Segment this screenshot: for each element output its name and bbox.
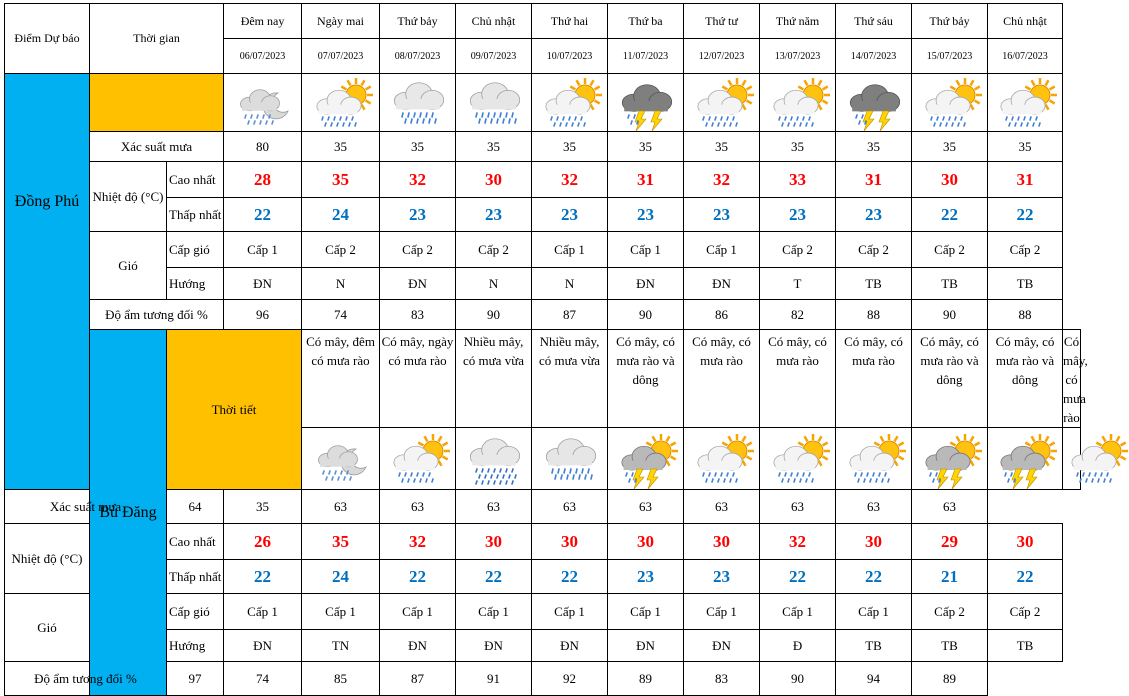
weather-description: Có mây, có mưa rào [1063,330,1081,428]
temp-min-value: 22 [224,198,302,232]
location-name: Đồng Phú [5,74,90,490]
temp-max-value: 30 [684,524,760,560]
wind-dir-value: N [456,268,532,300]
humidity-value: 96 [224,300,302,330]
temp-max-value: 32 [684,162,760,198]
day-date: 16/07/2023 [988,39,1063,74]
weather-description: Nhiều mây, có mưa vừa [532,330,608,428]
sun-cloud-rain-icon [917,77,983,129]
day-name: Thứ ba [608,4,684,39]
wind-dir-value: ĐN [224,630,302,662]
day-name: Chủ nhật [456,4,532,39]
rain-prob-value: 63 [760,490,836,524]
temp-min-value: 24 [302,198,380,232]
temp-min-value: 22 [224,560,302,594]
wind-dir-value: ĐN [456,630,532,662]
wind-level-value: Cấp 1 [684,594,760,630]
temp-min-value: 22 [532,560,608,594]
weather-icon-cell [532,428,608,490]
weather-description: Có mây, ngày có mưa rào [380,330,456,428]
temp-max-value: 35 [302,524,380,560]
weather-icon-cell [988,74,1063,132]
sun-cloud-rain-icon [385,433,451,485]
temp-max-value: 32 [760,524,836,560]
wind-level-value: Cấp 2 [380,232,456,268]
humidity-value: 83 [380,300,456,330]
day-name: Thứ tư [684,4,760,39]
wind-dir-value: TB [912,630,988,662]
day-name: Thứ năm [760,4,836,39]
humidity-value: 85 [302,662,380,696]
wind-label: Gió [90,232,167,300]
wind-level-value: Cấp 2 [988,232,1063,268]
rain-prob-value: 63 [836,490,912,524]
rain-prob-value: 35 [836,132,912,162]
rain-prob-value: 35 [684,132,760,162]
day-date: 15/07/2023 [912,39,988,74]
cloud-thunderstorm-icon [841,77,907,129]
sun-cloud-rain-icon [537,77,603,129]
wind-dir-label: Hướng [167,630,224,662]
day-date: 06/07/2023 [224,39,302,74]
temp-max-value: 30 [608,524,684,560]
wind-level-value: Cấp 2 [760,232,836,268]
wind-level-value: Cấp 2 [302,232,380,268]
temp-max-value: 30 [456,524,532,560]
weather-icon-cell [1063,428,1081,490]
temp-max-label: Cao nhất [167,524,224,560]
rain-prob-value: 63 [684,490,760,524]
wind-level-value: Cấp 2 [912,232,988,268]
weather-description: Có mây, có mưa rào [836,330,912,428]
rain-prob-value: 63 [302,490,380,524]
rain-prob-label: Xác suất mưa [5,490,167,524]
day-name: Chủ nhật [988,4,1063,39]
wind-level-value: Cấp 1 [532,232,608,268]
weather-description: Có mây, có mưa rào [684,330,760,428]
humidity-value: 88 [836,300,912,330]
temperature-label: Nhiệt độ (°C) [90,162,167,232]
moon-rain-icon [230,77,296,129]
sun-cloud-rain-icon [689,433,755,485]
day-date: 10/07/2023 [532,39,608,74]
sun-cloud-thunderstorm-icon [917,433,983,485]
day-date: 12/07/2023 [684,39,760,74]
weather-description: Có mây, có mưa rào và dông [988,330,1063,428]
humidity-value: 90 [608,300,684,330]
temp-min-value: 23 [380,198,456,232]
temp-max-value: 30 [836,524,912,560]
rain-prob-value: 35 [912,132,988,162]
humidity-value: 74 [302,300,380,330]
temp-min-value: 23 [456,198,532,232]
temp-min-value: 22 [912,198,988,232]
wind-dir-value: TN [302,630,380,662]
rain-prob-value: 64 [167,490,224,524]
day-date: 14/07/2023 [836,39,912,74]
day-date: 07/07/2023 [302,39,380,74]
wind-level-value: Cấp 2 [456,232,532,268]
weather-icon-cell [456,74,532,132]
sun-cloud-rain-icon [841,433,907,485]
rain-prob-value: 63 [380,490,456,524]
wind-dir-value: ĐN [608,630,684,662]
day-date: 08/07/2023 [380,39,456,74]
sun-cloud-thunderstorm-icon [613,433,679,485]
wind-dir-value: TB [836,268,912,300]
temp-max-value: 30 [456,162,532,198]
wind-dir-value: TB [912,268,988,300]
wind-level-label: Cấp gió [167,594,224,630]
weather-icon-cell [684,428,760,490]
temp-min-value: 22 [836,560,912,594]
wind-level-value: Cấp 1 [224,232,302,268]
location-header: Điểm Dự báo [5,4,90,74]
temp-min-value: 23 [532,198,608,232]
humidity-value: 97 [167,662,224,696]
rain-prob-value: 35 [760,132,836,162]
wind-label: Gió [5,594,90,662]
wind-dir-value: ĐN [684,630,760,662]
temp-min-value: 23 [608,198,684,232]
temp-max-value: 32 [532,162,608,198]
day-name: Thứ hai [532,4,608,39]
rain-prob-value: 63 [912,490,988,524]
temp-max-value: 31 [608,162,684,198]
humidity-label: Độ ẩm tương đối % [90,300,224,330]
weather-icon-cell [380,74,456,132]
temp-min-value: 23 [760,198,836,232]
rain-prob-label: Xác suất mưa [90,132,224,162]
weather-icon-cell [532,74,608,132]
weather-icon-cell [836,428,912,490]
temp-max-value: 33 [760,162,836,198]
wind-level-value: Cấp 1 [608,232,684,268]
temp-min-value: 23 [608,560,684,594]
weather-description: Nhiều mây, có mưa vừa [456,330,532,428]
weather-description: Có mây, có mưa rào và dông [608,330,684,428]
temp-max-label: Cao nhất [167,162,224,198]
weather-label: Thời tiết [167,330,302,490]
wind-level-value: Cấp 1 [532,594,608,630]
temp-max-value: 30 [532,524,608,560]
temp-max-value: 32 [380,524,456,560]
wind-dir-value: N [532,268,608,300]
moon-rain-icon [308,433,374,485]
wind-level-value: Cấp 1 [456,594,532,630]
wind-dir-value: T [760,268,836,300]
temp-min-value: 22 [760,560,836,594]
temp-min-value: 22 [380,560,456,594]
temp-max-value: 30 [912,162,988,198]
wind-dir-value: Đ [760,630,836,662]
weather-description: Có mây, đêm có mưa rào [302,330,380,428]
temperature-label: Nhiệt độ (°C) [5,524,90,594]
humidity-value: 90 [912,300,988,330]
wind-dir-value: TB [988,630,1063,662]
temp-min-value: 23 [684,560,760,594]
icon-label-cell [90,74,224,132]
humidity-value: 94 [836,662,912,696]
rain-prob-value: 35 [224,490,302,524]
day-name: Thứ sáu [836,4,912,39]
sun-cloud-rain-icon [765,77,831,129]
weather-icon-cell [760,428,836,490]
temp-min-label: Thấp nhất [167,560,224,594]
wind-level-value: Cấp 1 [302,594,380,630]
wind-level-value: Cấp 1 [760,594,836,630]
temp-min-label: Thấp nhất [167,198,224,232]
wind-level-value: Cấp 1 [684,232,760,268]
day-date: 09/07/2023 [456,39,532,74]
weather-icon-cell [684,74,760,132]
rain-prob-value: 63 [608,490,684,524]
weather-icon-cell [380,428,456,490]
weather-description: Có mây, có mưa rào [760,330,836,428]
day-date: 13/07/2023 [760,39,836,74]
wind-level-value: Cấp 1 [380,594,456,630]
cloud-rain-icon [537,433,603,485]
day-name: Thứ bảy [380,4,456,39]
temp-min-value: 22 [988,560,1063,594]
temp-max-value: 29 [912,524,988,560]
rain-prob-value: 35 [380,132,456,162]
temp-max-value: 31 [988,162,1063,198]
humidity-value: 87 [380,662,456,696]
wind-dir-value: ĐN [380,630,456,662]
temp-min-value: 22 [988,198,1063,232]
rain-prob-value: 63 [532,490,608,524]
temp-min-value: 22 [456,560,532,594]
wind-dir-value: ĐN [684,268,760,300]
temp-min-value: 23 [684,198,760,232]
temp-max-value: 35 [302,162,380,198]
humidity-value: 86 [684,300,760,330]
temp-max-value: 32 [380,162,456,198]
sun-cloud-rain-icon [992,77,1058,129]
rain-prob-value: 35 [532,132,608,162]
wind-dir-value: N [302,268,380,300]
sun-cloud-rain-icon [308,77,374,129]
cloud-heavy-rain-icon [461,433,527,485]
sun-cloud-thunderstorm-icon [992,433,1058,485]
forecast-table [4,3,1088,696]
humidity-label: Độ ẩm tương đối % [5,662,167,696]
temp-max-value: 26 [224,524,302,560]
weather-icon-cell [760,74,836,132]
humidity-value: 90 [456,300,532,330]
wind-dir-value: ĐN [224,268,302,300]
rain-prob-value: 35 [456,132,532,162]
sun-cloud-rain-icon [1063,433,1129,485]
weather-icon-cell [608,428,684,490]
humidity-value: 88 [988,300,1063,330]
temp-min-value: 21 [912,560,988,594]
temp-min-value: 23 [836,198,912,232]
wind-level-value: Cấp 1 [608,594,684,630]
humidity-value: 82 [760,300,836,330]
wind-dir-value: ĐN [380,268,456,300]
temp-max-value: 28 [224,162,302,198]
cloud-thunderstorm-icon [613,77,679,129]
wind-level-value: Cấp 1 [224,594,302,630]
time-header: Thời gian [90,4,224,74]
rain-prob-value: 80 [224,132,302,162]
day-date: 11/07/2023 [608,39,684,74]
cloud-light-rain-icon [385,77,451,129]
wind-level-value: Cấp 2 [912,594,988,630]
weather-icon-cell [988,428,1063,490]
weather-icon-cell [224,74,302,132]
humidity-value: 87 [532,300,608,330]
wind-dir-value: ĐN [608,268,684,300]
wind-dir-label: Hướng [167,268,224,300]
humidity-value: 90 [760,662,836,696]
wind-dir-value: TB [988,268,1063,300]
wind-dir-value: TB [836,630,912,662]
day-name: Ngày mai [302,4,380,39]
wind-dir-value: ĐN [532,630,608,662]
day-name: Thứ bảy [912,4,988,39]
rain-prob-value: 63 [456,490,532,524]
weather-icon-cell [912,74,988,132]
temp-min-value: 24 [302,560,380,594]
location-name: Bù Đăng [90,330,167,696]
weather-icon-cell [912,428,988,490]
weather-icon-cell [302,428,380,490]
rain-prob-value: 35 [302,132,380,162]
weather-icon-cell [456,428,532,490]
temp-max-value: 31 [836,162,912,198]
wind-level-value: Cấp 2 [988,594,1063,630]
sun-cloud-rain-icon [765,433,831,485]
temp-max-value: 30 [988,524,1063,560]
humidity-value: 89 [912,662,988,696]
wind-level-value: Cấp 2 [836,232,912,268]
cloud-rain-icon [461,77,527,129]
humidity-value: 92 [532,662,608,696]
wind-level-label: Cấp gió [167,232,224,268]
sun-cloud-rain-icon [689,77,755,129]
rain-prob-value: 35 [988,132,1063,162]
weather-icon-cell [302,74,380,132]
humidity-value: 91 [456,662,532,696]
humidity-value: 89 [608,662,684,696]
day-name: Đêm nay [224,4,302,39]
humidity-value: 83 [684,662,760,696]
weather-icon-cell [608,74,684,132]
rain-prob-value: 35 [608,132,684,162]
wind-level-value: Cấp 1 [836,594,912,630]
weather-icon-cell [836,74,912,132]
humidity-value: 74 [224,662,302,696]
weather-description: Có mây, có mưa rào và dông [912,330,988,428]
